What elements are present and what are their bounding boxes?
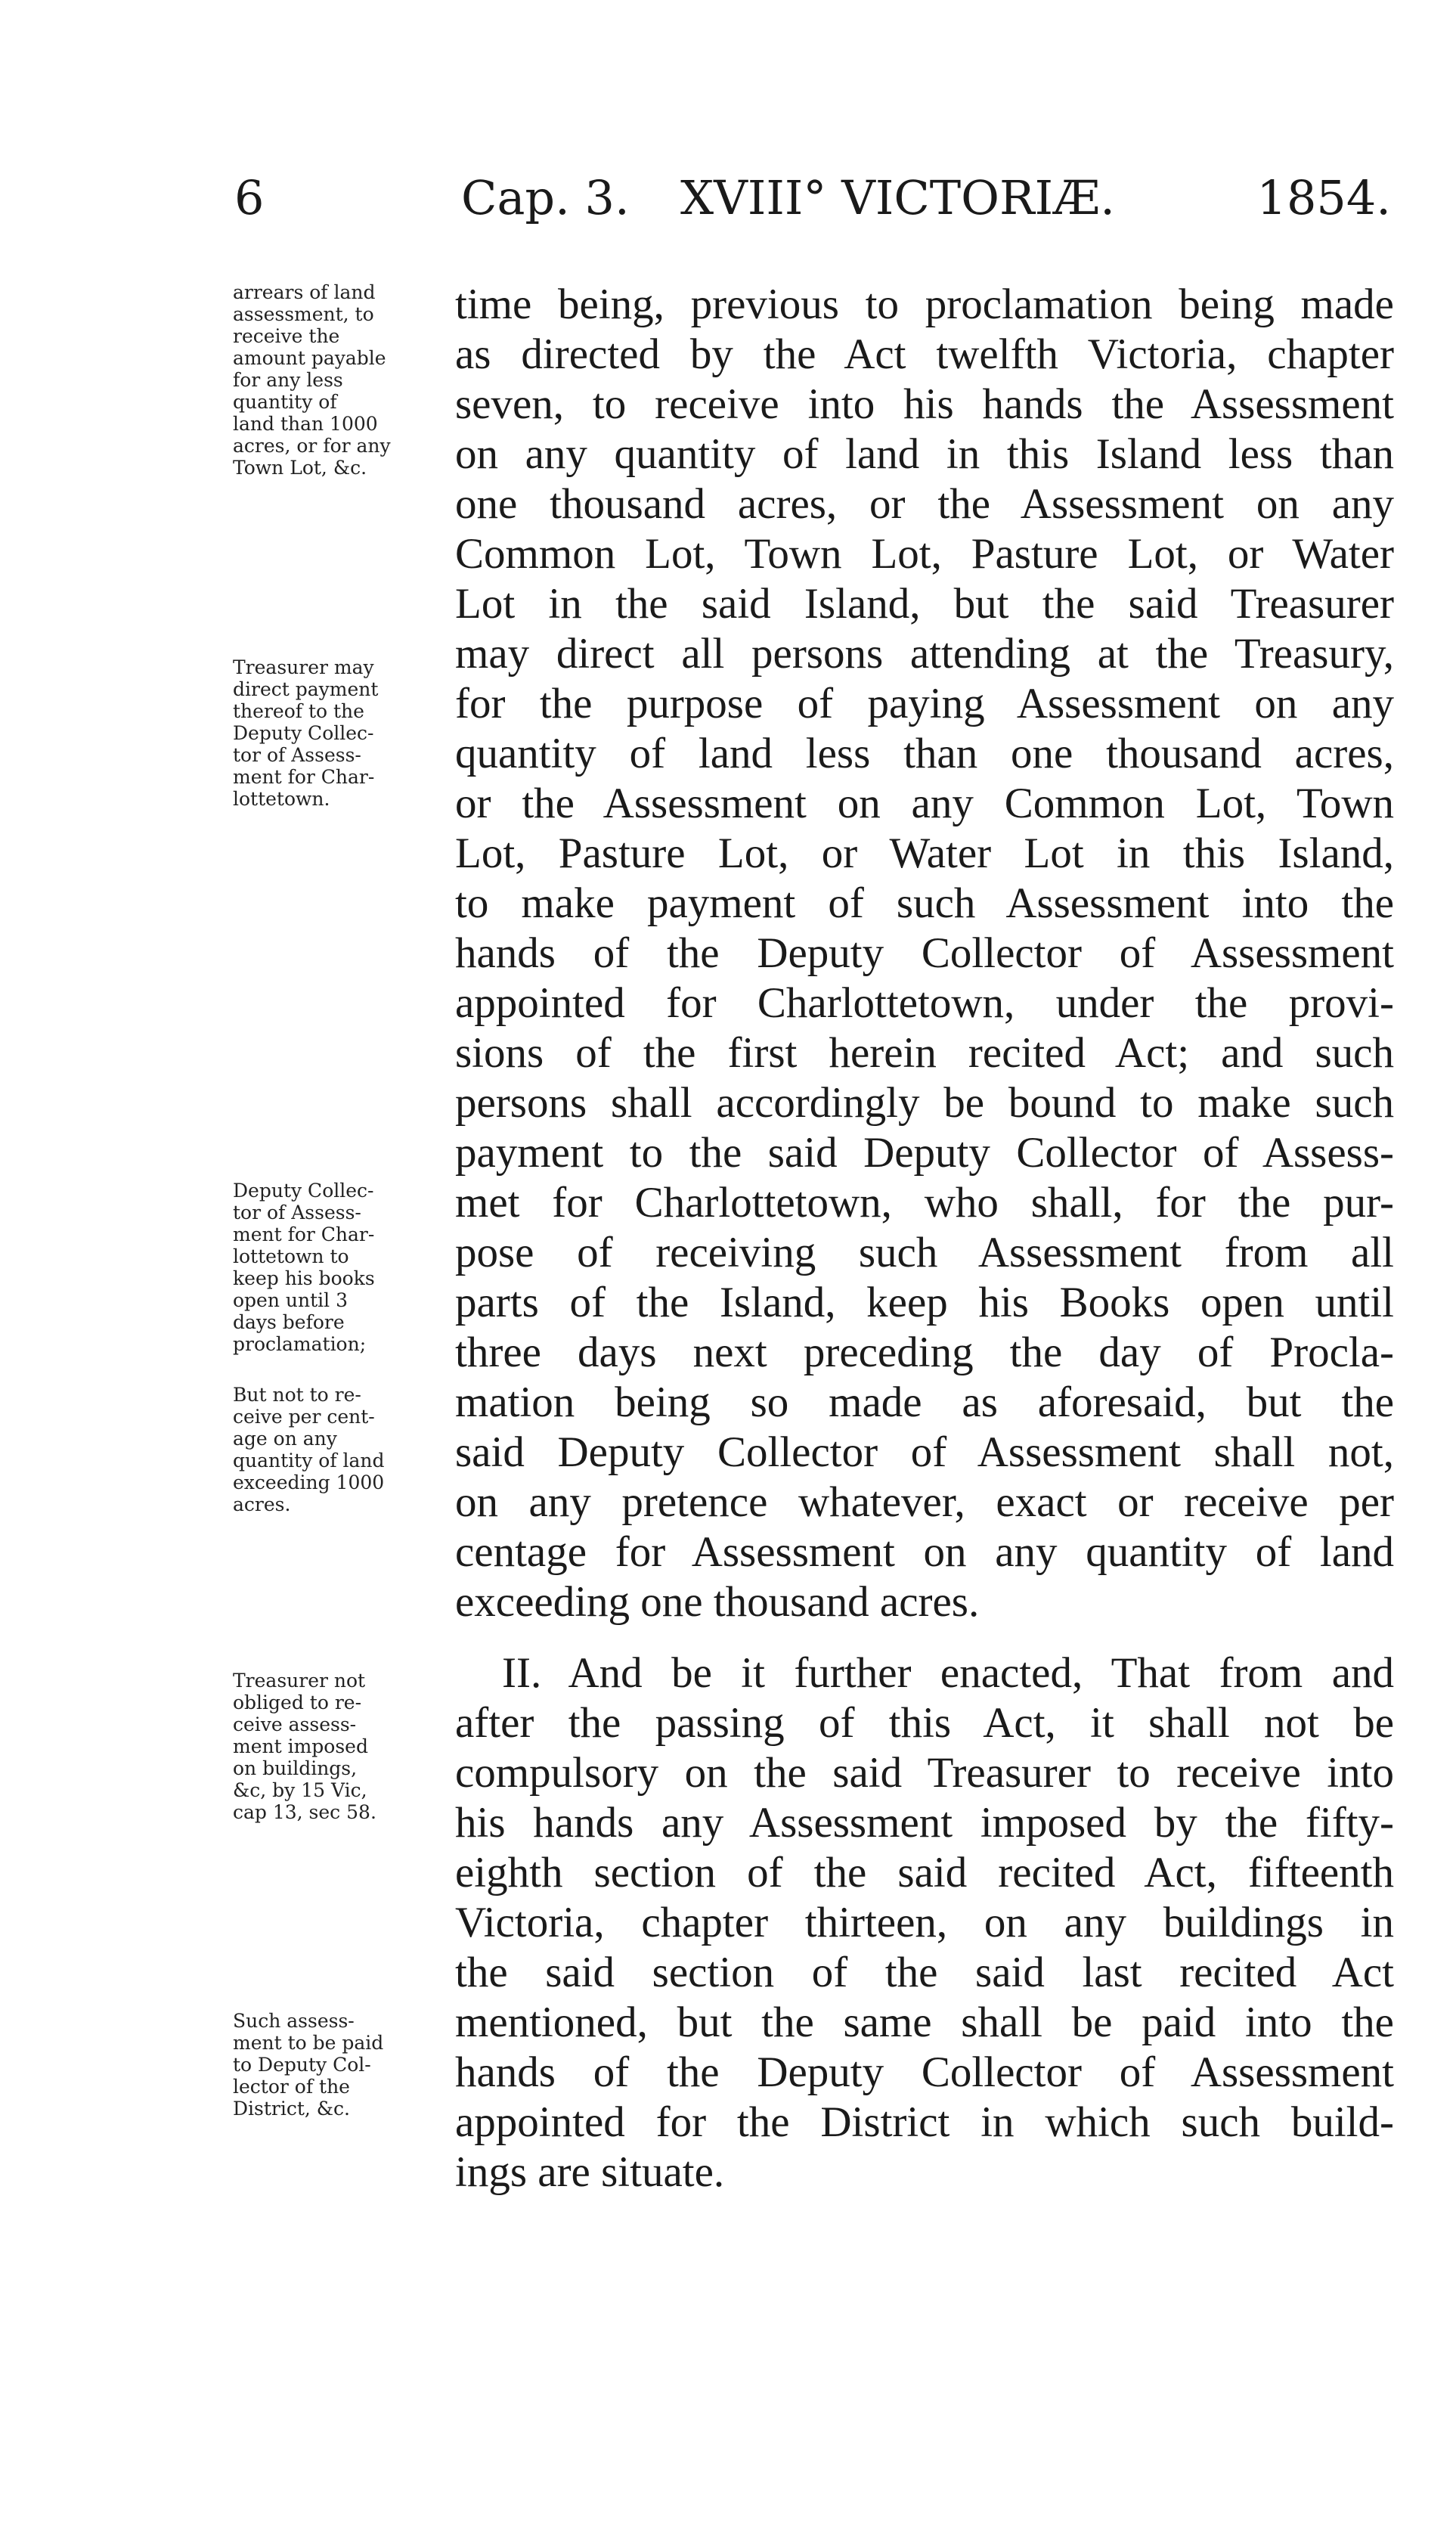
margin-note-treasurer-direct: Treasurer may direct payment thereof to the Deputy Collec- tor of Assess- ment for Char- lottetown. bbox=[233, 656, 379, 810]
margin-note-deputy-books: Deputy Collec- tor of Assess- ment for Char- lottetown to keep his books open until 3 days before proclamation; bbox=[233, 1180, 375, 1355]
text-line: may direct all persons attending at the Treasury, bbox=[455, 630, 1394, 678]
text-line: three days next preceding the day of Procla- bbox=[455, 1329, 1394, 1376]
text-line: for the purpose of paying Assessment on any bbox=[455, 680, 1394, 727]
chapter-label: Cap. 3. bbox=[461, 170, 630, 225]
text-line: centage for Assessment on any quantity of land bbox=[455, 1528, 1394, 1576]
text-line: quantity of land less than one thousand acres, bbox=[455, 730, 1394, 777]
text-line: time being, previous to proclamation being made bbox=[455, 281, 1394, 328]
text-line: compulsory on the said Treasurer to receive into bbox=[455, 1749, 1394, 1797]
margin-note-arrears: arrears of land assessment, to receive the amount payable for any less quantity of land than 1000 acres, or for any Town Lot, &c. bbox=[233, 281, 391, 479]
text-line: hands of the Deputy Collector of Assessment bbox=[455, 2048, 1394, 2096]
text-line: payment to the said Deputy Collector of Assess- bbox=[455, 1129, 1394, 1177]
text-line: Lot, Pasture Lot, or Water Lot in this Island, bbox=[455, 830, 1394, 877]
text-line: ings are situate. bbox=[455, 2148, 725, 2196]
paragraph-1 bbox=[455, 280, 1394, 1627]
text-line: as directed by the Act twelfth Victoria, chapter bbox=[455, 330, 1394, 378]
text-line: exceeding one thousand acres. bbox=[455, 1578, 980, 1626]
text-line: Lot in the said Island, but the said Treasurer bbox=[455, 580, 1394, 628]
text-line: appointed for Charlottetown, under the provi- bbox=[455, 979, 1394, 1027]
text-line: on any pretence whatever, exact or receive per bbox=[455, 1478, 1394, 1526]
text-line: one thousand acres, or the Assessment on any bbox=[455, 480, 1394, 528]
header-year: 1854. bbox=[1256, 170, 1391, 225]
margin-note-no-percentage: But not to re- ceive per cent- age on any quantity of land exceeding 1000 acres. bbox=[233, 1384, 385, 1515]
text-line: sions of the first herein recited Act; and such bbox=[455, 1029, 1394, 1077]
page-number: 6 bbox=[234, 170, 265, 225]
margin-note-district-payment: Such assess- ment to be paid to Deputy Col- lector of the District, &c. bbox=[233, 2010, 384, 2120]
text-line: appointed for the District in which such build- bbox=[455, 2098, 1394, 2146]
text-line: Common Lot, Town Lot, Pasture Lot, or Water bbox=[455, 530, 1394, 578]
margin-note-treasurer-not-obliged: Treasurer not obliged to re- ceive assess- ment imposed on buildings, &c, by 15 Vic, cap 13, sec 58. bbox=[233, 1670, 376, 1823]
text-line: Victoria, chapter thirteen, on any buildings in bbox=[455, 1899, 1394, 1946]
running-title: XVIII° VICTORIÆ. bbox=[680, 170, 1115, 225]
text-line: mentioned, but the same shall be paid into the bbox=[455, 1999, 1394, 2046]
text-line: said Deputy Collector of Assessment shall not, bbox=[455, 1428, 1394, 1476]
text-line: on any quantity of land in this Island less than bbox=[455, 430, 1394, 478]
text-line: parts of the Island, keep his Books open until bbox=[455, 1279, 1394, 1326]
text-line: or the Assessment on any Common Lot, Town bbox=[455, 780, 1394, 827]
text-line: persons shall accordingly be bound to make such bbox=[455, 1079, 1394, 1127]
page-header bbox=[234, 168, 1391, 228]
text-line: hands of the Deputy Collector of Assessment bbox=[455, 929, 1394, 977]
text-line: to make payment of such Assessment into the bbox=[455, 879, 1394, 927]
text-line: eighth section of the said recited Act, fifteenth bbox=[455, 1849, 1394, 1896]
text-line: II. And be it further enacted, That from and bbox=[502, 1649, 1394, 1697]
text-line: met for Charlottetown, who shall, for the pur- bbox=[455, 1179, 1394, 1227]
text-line: after the passing of this Act, it shall not be bbox=[455, 1699, 1394, 1747]
text-line: the said section of the said last recited Act bbox=[455, 1949, 1394, 1996]
text-line: his hands any Assessment imposed by the fifty- bbox=[455, 1799, 1394, 1847]
text-line: pose of receiving such Assessment from all bbox=[455, 1229, 1394, 1276]
paragraph-2 bbox=[455, 1648, 1394, 2197]
text-line: mation being so made as aforesaid, but the bbox=[455, 1378, 1394, 1426]
text-line: seven, to receive into his hands the Assessment bbox=[455, 380, 1394, 428]
